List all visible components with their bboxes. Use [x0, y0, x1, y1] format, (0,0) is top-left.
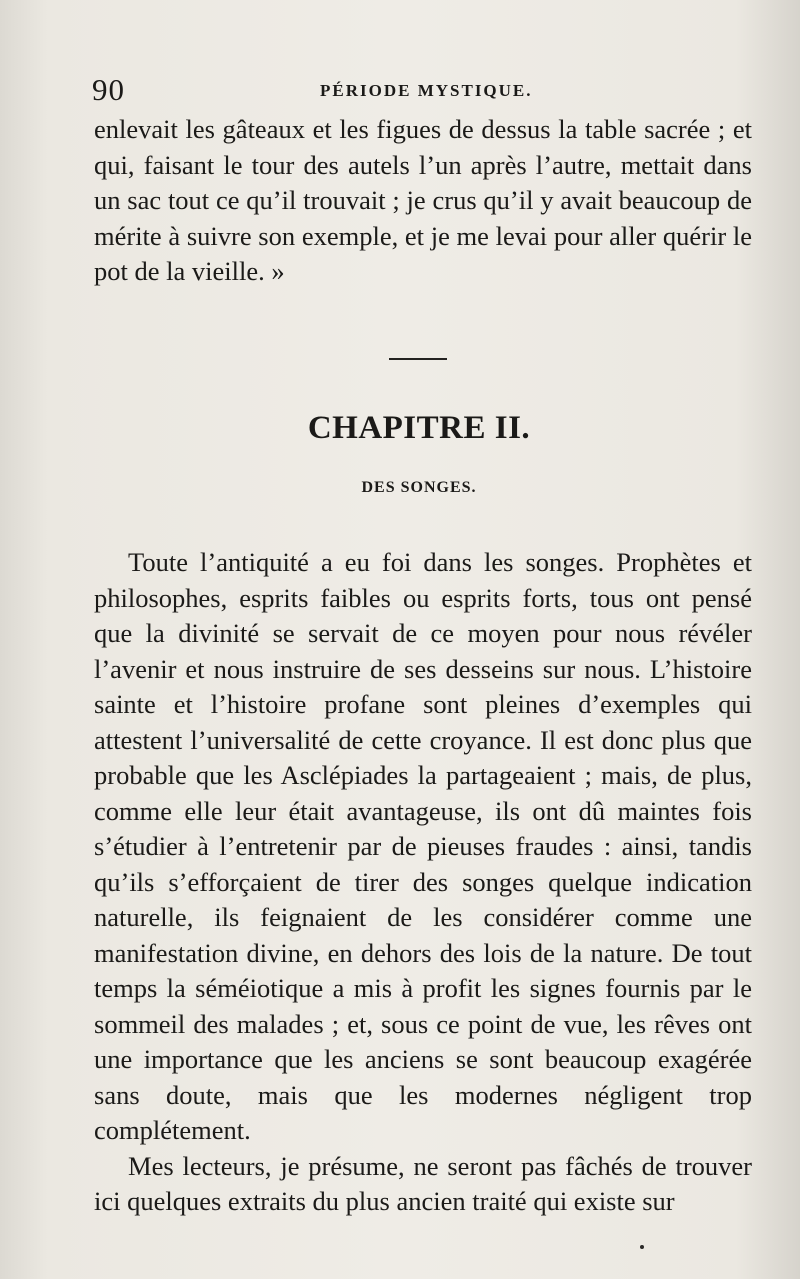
- running-head: PÉRIODE MYSTIQUE.: [320, 81, 533, 100]
- page-header: [92, 72, 712, 106]
- chapter-body: [94, 545, 752, 1220]
- section-divider: [389, 358, 447, 360]
- paragraph: Mes lecteurs, je présume, ne seront pas fâchés de trouver ici quelques extraits du plus ancien traité qui existe sur: [94, 1150, 752, 1216]
- paragraph: Toute l’antiquité a eu foi dans les songes. Prophètes et philosophes, esprits faibles ou esprits forts, tous ont pensé que la divinité se servait de ce moyen pour nous révéler l’avenir et nous instruire de ses desseins sur nous. L’histoire sainte et l’histoire profane sont pleines d’exemples qui attestent l’universalité de cette croyance. Il est donc plus que probable que les Asclépiades la partageaient ; mais, de plus, comme elle leur était avantageuse, ils ont dû maintes fois s’étudier à l’entretenir par de pieuses fraudes : ainsi, tandis qu’ils s’efforçaient de tirer des songes quelque indication naturelle, ils feignaient de les considérer comme une manifestation divine, en dehors des lois de la nature. De tout temps la séméiotique a mis à profit les signes fournis par le sommeil des malades ; et, sous ce point de vue, les rêves ont une importance que les anciens se sont beaucoup exagérée sans doute, mais que les modernes négligent trop complétement.: [94, 547, 752, 1145]
- paragraph: enlevait les gâteaux et les figues de dessus la table sacrée ; et qui, faisant le tour des autels l’un après l’autre, mettait dans un sac tout ce qu’il trouvait ; je crus qu’il y avait beaucoup de mérite à suivre son exemple, et je me levai pour aller quérir le pot de la vieille. »: [94, 114, 752, 286]
- chapter-title: CHAPITRE II.: [307, 410, 531, 446]
- ink-speck: [640, 1245, 644, 1249]
- page-number: 90: [92, 72, 125, 107]
- continued-paragraph-block: [94, 112, 752, 290]
- chapter-subtitle: DES SONGES.: [361, 479, 477, 496]
